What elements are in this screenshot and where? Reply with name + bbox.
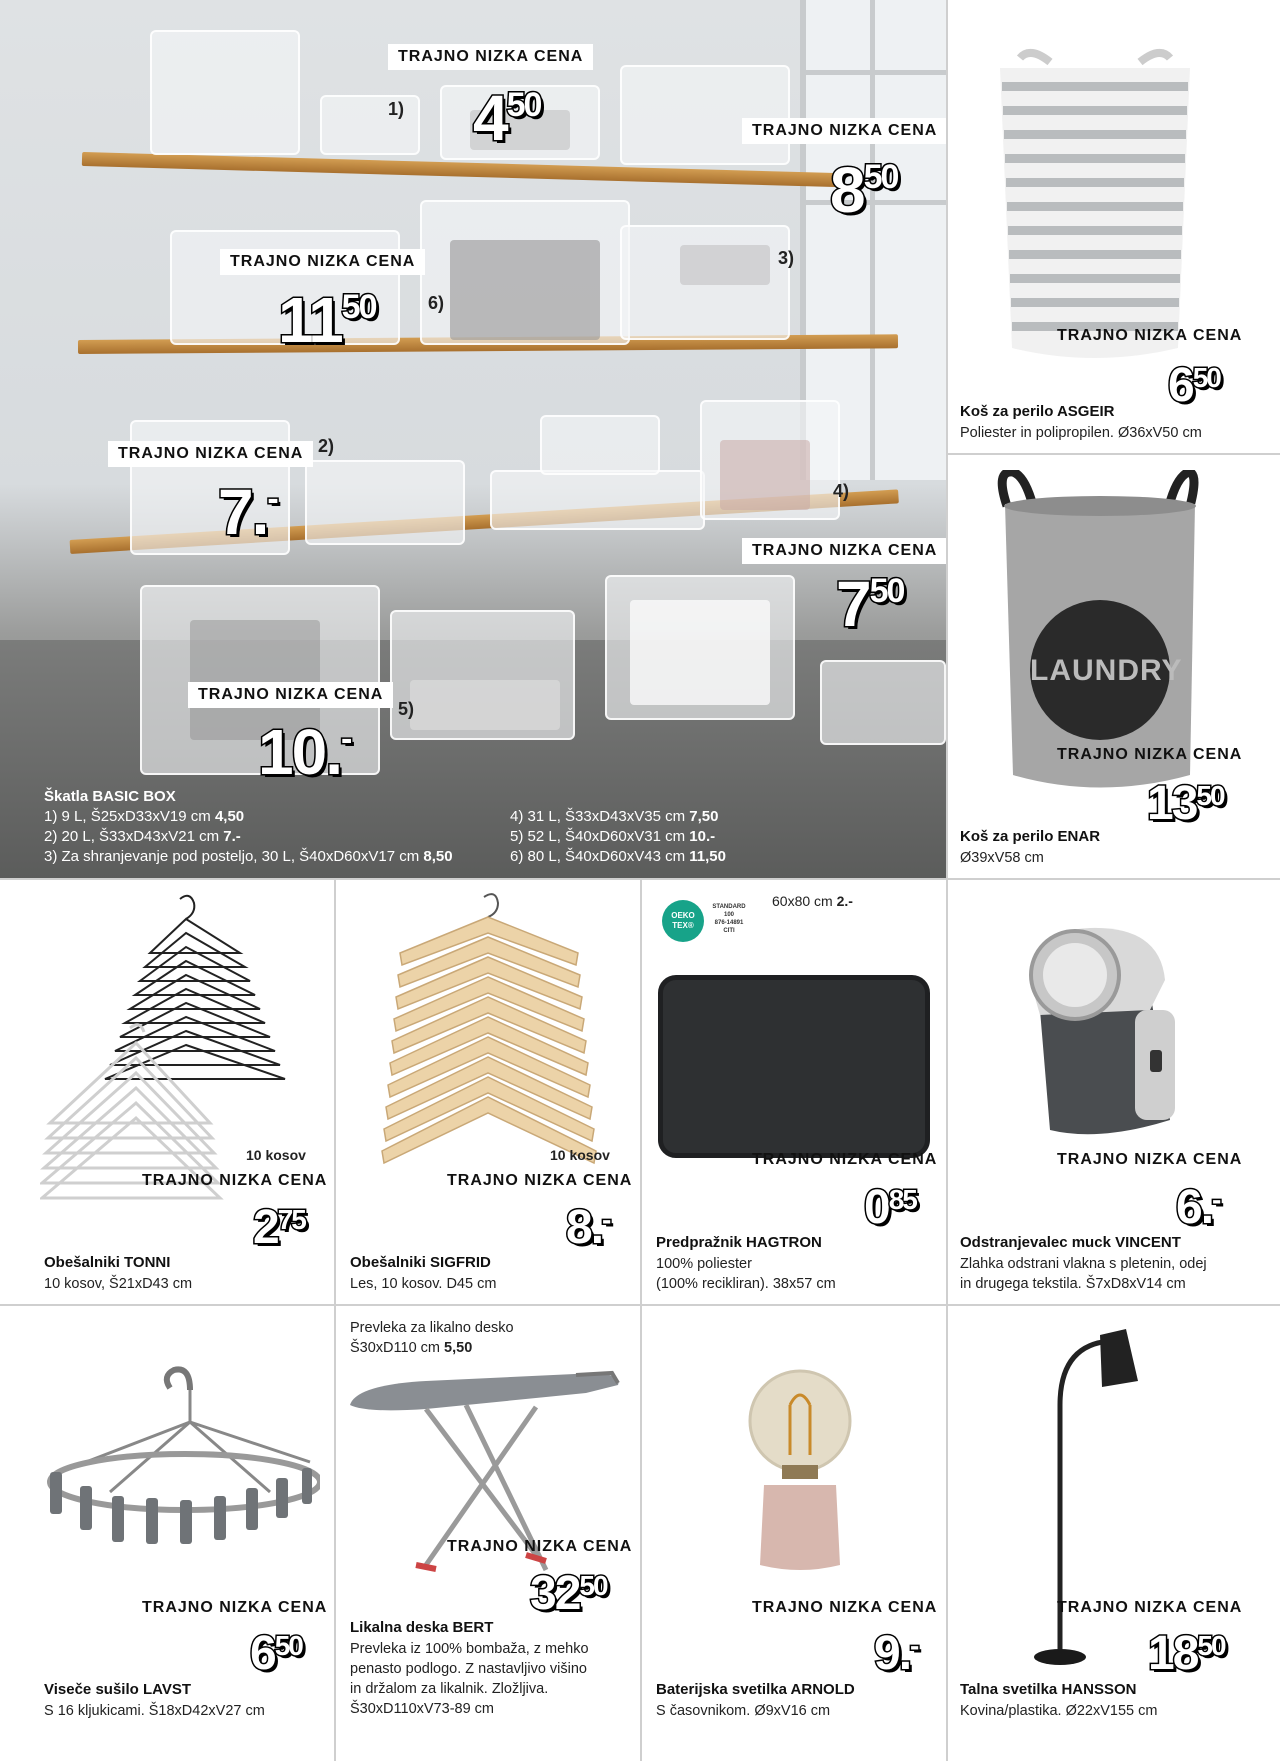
marker-2: 2) <box>318 436 335 456</box>
badge: TRAJNO NIZKA CENA <box>752 1599 938 1616</box>
tonni-desc: 10 kosov, Š21xD43 cm <box>44 1276 193 1292</box>
hagtron-image <box>658 975 930 1158</box>
arnold-desc: S časovnikom. Ø9xV16 cm <box>656 1703 831 1719</box>
asgeir-name: Koš za perilo ASGEIR <box>960 403 1115 420</box>
bert-price: 3250 <box>530 1567 607 1620</box>
badge: TRAJNO NIZKA CENA <box>220 249 425 275</box>
arnold-price: 9.- <box>874 1627 918 1680</box>
hero-title: Škatla BASIC BOX <box>44 788 176 805</box>
price-1: 450 <box>473 82 541 154</box>
badge: TRAJNO NIZKA CENA <box>1057 327 1243 344</box>
lavst-price: 650 <box>250 1627 302 1680</box>
badge: TRAJNO NIZKA CENA <box>742 118 946 144</box>
laundry-print: LAUNDRY <box>1030 654 1183 687</box>
sigfrid-qty: 10 kosov <box>550 1147 610 1163</box>
price-6: 1150 <box>278 284 376 356</box>
bert-desc4: Š30xD110xV73-89 cm <box>350 1701 495 1717</box>
bert-desc2: penasto podlogo. Z nastavljivo višino <box>350 1661 587 1677</box>
hagtron-desc1: 100% poliester <box>656 1256 752 1272</box>
sigfrid-desc: Les, 10 kosov. D45 cm <box>350 1276 497 1292</box>
badge: TRAJNO NIZKA CENA <box>108 441 313 467</box>
marker-1: 1) <box>388 99 405 119</box>
badge: TRAJNO NIZKA CENA <box>447 1172 633 1189</box>
price-2: 7.- <box>218 476 277 548</box>
hagtron-name: Predpražnik HAGTRON <box>656 1234 822 1251</box>
hero-image <box>0 0 946 880</box>
marker-3: 3) <box>778 248 795 268</box>
badge: TRAJNO NIZKA CENA <box>447 1538 633 1555</box>
badge: TRAJNO NIZKA CENA <box>1057 1599 1243 1616</box>
variant-6: 6) 80 L, Š40xD60xV43 cm 11,50 <box>510 848 726 865</box>
bert-desc1: Prevleka iz 100% bombaža, z mehko <box>350 1641 589 1657</box>
bert-desc3: in držalom za likalnik. Zložljiva. <box>350 1681 549 1697</box>
variant-4: 4) 31 L, Š33xD43xV35 cm 7,50 <box>510 808 719 825</box>
vincent-price: 6.- <box>1176 1181 1220 1234</box>
hansson-price: 1850 <box>1148 1627 1225 1680</box>
tonni-image <box>40 893 330 1243</box>
marker-6: 6) <box>428 293 445 313</box>
badge: TRAJNO NIZKA CENA <box>1057 1151 1243 1168</box>
badge: TRAJNO NIZKA CENA <box>388 44 593 70</box>
variant-5: 5) 52 L, Š40xD60xV31 cm 10.- <box>510 828 716 845</box>
badge: TRAJNO NIZKA CENA <box>188 682 393 708</box>
asgeir-price: 650 <box>1168 359 1220 412</box>
variant-2: 2) 20 L, Š33xD43xV21 cm 7.- <box>44 828 241 845</box>
enar-price: 1350 <box>1147 777 1224 830</box>
arnold-image <box>740 1365 860 1575</box>
sigfrid-price: 8.- <box>566 1201 610 1254</box>
tonni-name: Obešalniki TONNI <box>44 1254 171 1271</box>
bert-cover2: Š30xD110 cm 5,50 <box>350 1340 473 1356</box>
hansson-name: Talna svetilka HANSSON <box>960 1681 1137 1698</box>
enar-desc: Ø39xV58 cm <box>960 850 1044 866</box>
vincent-desc1: Zlahka odstrani vlakna s pletenin, odej <box>960 1256 1207 1272</box>
vincent-image <box>1010 920 1180 1150</box>
hagtron-desc2: (100% recikliran). 38x57 cm <box>656 1276 836 1292</box>
vincent-desc2: in drugega tekstila. Š7xD8xV14 cm <box>960 1276 1186 1292</box>
bert-cover1: Prevleka za likalno desko <box>350 1320 514 1336</box>
price-3: 850 <box>830 154 898 226</box>
price-4: 750 <box>836 568 904 640</box>
price-5: 10.- <box>258 716 351 788</box>
lavst-name: Viseče sušilo LAVST <box>44 1681 192 1698</box>
badge: TRAJNO NIZKA CENA <box>142 1599 328 1616</box>
variant-3: 3) Za shranjevanje pod posteljo, 30 L, Š40xD60xV17 cm 8,50 <box>44 848 453 865</box>
badge: TRAJNO NIZKA CENA <box>142 1172 328 1189</box>
lavst-desc: S 16 kljukicami. Š18xD42xV27 cm <box>44 1703 265 1719</box>
marker-4: 4) <box>833 481 850 501</box>
badge: TRAJNO NIZKA CENA <box>742 538 946 564</box>
variant-1: 1) 9 L, Š25xD33xV19 cm 4,50 <box>44 808 245 825</box>
sigfrid-name: Obešalniki SIGFRID <box>350 1254 491 1271</box>
lavst-image <box>40 1360 320 1580</box>
asgeir-desc: Poliester in polipropilen. Ø36xV50 cm <box>960 425 1202 441</box>
marker-5: 5) <box>398 699 415 719</box>
hagtron-extra: 60x80 cm 2.- <box>772 893 853 909</box>
vincent-name: Odstranjevalec muck VINCENT <box>960 1234 1181 1251</box>
tonni-qty: 10 kosov <box>246 1147 306 1163</box>
bert-name: Likalna deska BERT <box>350 1619 494 1636</box>
badge: TRAJNO NIZKA CENA <box>752 1151 938 1168</box>
hagtron-price: 085 <box>864 1181 916 1234</box>
enar-name: Koš za perilo ENAR <box>960 828 1101 845</box>
asgeir-image <box>1000 48 1190 368</box>
oeko-tex-logo: OEKO TEX® <box>662 900 704 942</box>
oeko-tex-cert: STANDARD 100 876-14891 CITI <box>712 904 746 934</box>
hansson-image <box>1030 1325 1160 1675</box>
arnold-name: Baterijska svetilka ARNOLD <box>656 1681 855 1698</box>
tonni-price: 275 <box>253 1201 305 1254</box>
badge: TRAJNO NIZKA CENA <box>1057 746 1243 763</box>
hansson-desc: Kovina/plastika. Ø22xV155 cm <box>960 1703 1158 1719</box>
